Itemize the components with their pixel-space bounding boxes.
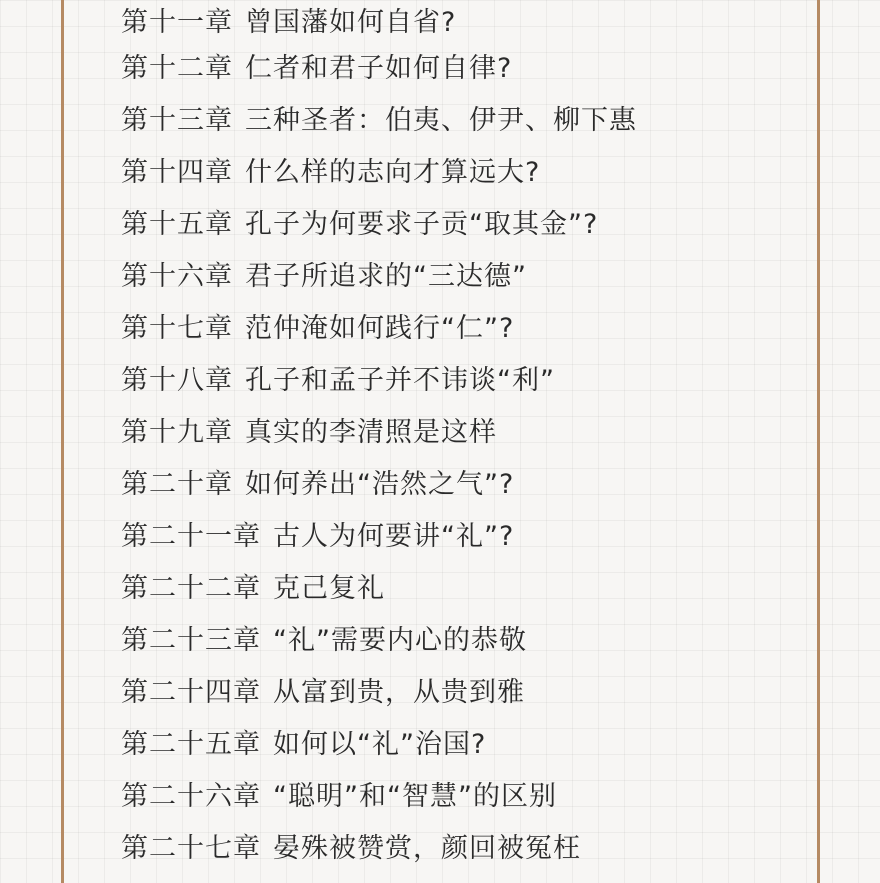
left-border-line	[61, 0, 64, 883]
toc-item[interactable]	[121, 0, 637, 46]
chapter-title: 晏殊被赞赏，颜回被冤枉	[273, 833, 581, 864]
chapter-title: “礼”需要内心的恭敬	[273, 625, 527, 656]
chapter-title: 孔子和孟子并不讳谈“利”	[245, 365, 555, 396]
chapter-number: 第二十四章	[121, 677, 261, 708]
chapter-number: 第十六章	[121, 261, 233, 292]
chapter-number: 第十二章	[121, 53, 233, 84]
chapter-title: 克己复礼	[273, 573, 385, 604]
toc-item[interactable]	[121, 514, 637, 566]
chapter-number: 第二十一章	[121, 521, 261, 552]
chapter-number: 第十三章	[121, 105, 233, 136]
chapter-number: 第二十二章	[121, 573, 261, 604]
chapter-title: 曾国藩如何自省?	[245, 7, 457, 38]
chapter-title: 仁者和君子如何自律?	[245, 53, 513, 84]
chapter-number: 第十一章	[121, 7, 233, 38]
toc-item[interactable]	[121, 722, 637, 774]
chapter-number: 第十四章	[121, 157, 233, 188]
toc-item[interactable]	[121, 358, 637, 410]
chapter-title: 如何以“礼”治国?	[273, 729, 487, 760]
chapter-title: 如何养出“浩然之气”?	[245, 469, 515, 500]
chapter-number: 第十五章	[121, 209, 233, 240]
chapter-title: 范仲淹如何践行“仁”?	[245, 313, 515, 344]
chapter-title: 三种圣者：伯夷、伊尹、柳下惠	[245, 105, 637, 136]
toc-item[interactable]	[121, 618, 637, 670]
toc-item[interactable]	[121, 46, 637, 98]
toc-item[interactable]	[121, 462, 637, 514]
toc-item[interactable]	[121, 826, 637, 878]
chapter-number: 第十七章	[121, 313, 233, 344]
chapter-title: 从富到贵，从贵到雅	[273, 677, 525, 708]
chapter-title: 君子所追求的“三达德”	[245, 261, 527, 292]
chapter-number: 第十九章	[121, 417, 233, 448]
toc-item[interactable]	[121, 670, 637, 722]
chapter-number: 第二十六章	[121, 781, 261, 812]
toc-item[interactable]	[121, 254, 637, 306]
chapter-title: 古人为何要讲“礼”?	[273, 521, 515, 552]
toc-item[interactable]	[121, 98, 637, 150]
chapter-title: 什么样的志向才算远大?	[245, 157, 541, 188]
table-of-contents	[121, 0, 637, 878]
chapter-number: 第二十章	[121, 469, 233, 500]
chapter-number: 第二十七章	[121, 833, 261, 864]
toc-item[interactable]	[121, 774, 637, 826]
toc-item[interactable]	[121, 150, 637, 202]
chapter-number: 第十八章	[121, 365, 233, 396]
right-border-line	[817, 0, 820, 883]
chapter-title: 孔子为何要求子贡“取其金”?	[245, 209, 599, 240]
chapter-title: 真实的李清照是这样	[245, 417, 497, 448]
chapter-number: 第二十五章	[121, 729, 261, 760]
chapter-title: “聪明”和“智慧”的区别	[273, 781, 557, 812]
chapter-number: 第二十三章	[121, 625, 261, 656]
toc-item[interactable]	[121, 306, 637, 358]
toc-item[interactable]	[121, 202, 637, 254]
toc-item[interactable]	[121, 410, 637, 462]
toc-item[interactable]	[121, 566, 637, 618]
